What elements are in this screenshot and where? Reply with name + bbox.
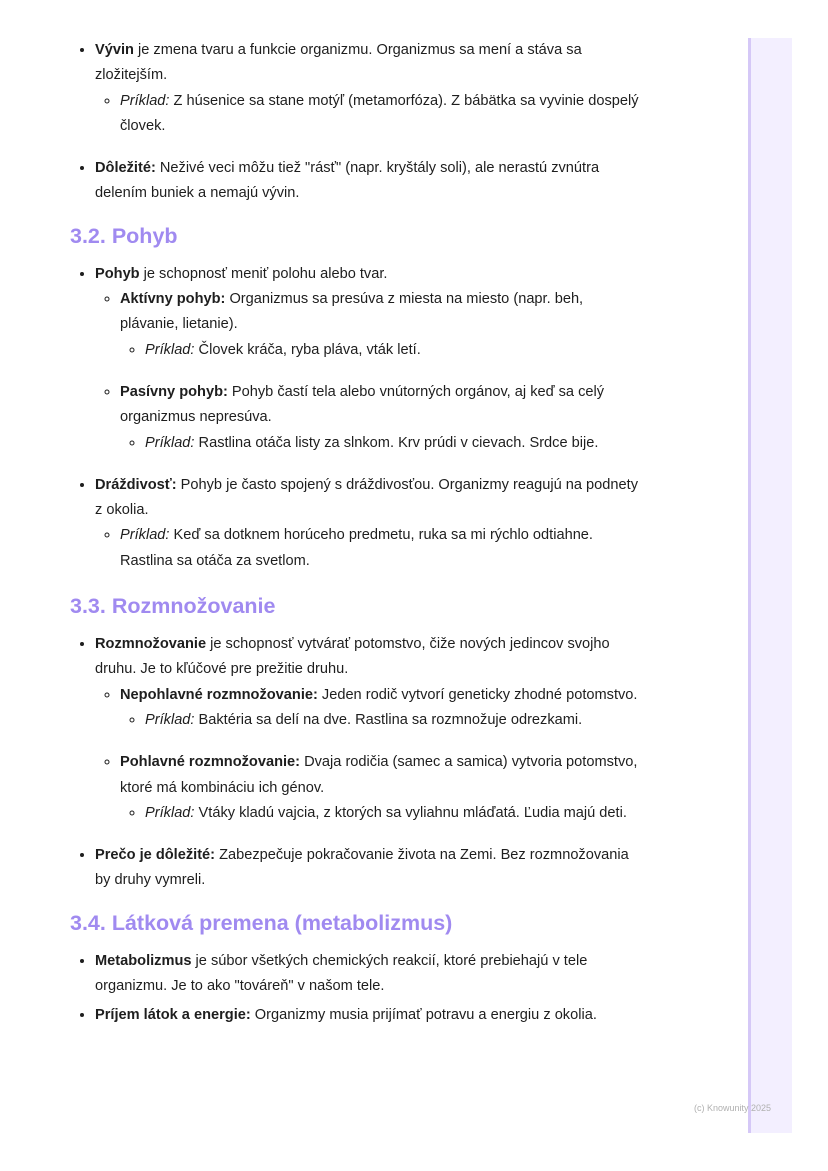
bullet-list bbox=[95, 89, 640, 140]
bullet-list bbox=[120, 708, 640, 733]
item-text: Vtáky kladú vajcia, z ktorých sa vyliahnu mláďatá. Ľudia majú deti. bbox=[194, 804, 627, 821]
list-item bbox=[120, 380, 640, 456]
bullet-list bbox=[70, 262, 640, 574]
term: Pohyb bbox=[95, 265, 140, 282]
list-item bbox=[120, 287, 640, 363]
bullet-list bbox=[95, 523, 640, 574]
term: Metabolizmus bbox=[95, 952, 192, 969]
item-text: Z húsenice sa stane motýľ (metamorfóza). Z bábätka sa vyvinie dospelý človek. bbox=[120, 92, 639, 134]
bullet-list bbox=[95, 287, 640, 456]
item-text: Baktéria sa delí na dve. Rastlina sa rozmnožuje odrezkami. bbox=[194, 711, 583, 728]
list-item bbox=[95, 949, 640, 1000]
document-content bbox=[70, 38, 640, 1033]
item-text: Neživé veci môžu tiež "rásť" (napr. kryštály soli), ale nerastú zvnútra delením buniek a nemajú vývin. bbox=[95, 160, 600, 202]
item-text: Organizmus sa presúva z miesta na miesto (napr. beh, plávanie, lietanie). bbox=[120, 291, 584, 333]
list-item bbox=[120, 750, 640, 826]
example-label: Príklad: bbox=[145, 341, 195, 358]
item-text: Keď sa dotknem horúceho predmetu, ruka sa mi rýchlo odtiahne. Rastlina sa otáča za svetlom. bbox=[120, 527, 593, 569]
bullet-list bbox=[70, 38, 640, 207]
term: Pasívny pohyb: bbox=[120, 383, 228, 400]
item-text: Pohyb je často spojený s dráždivosťou. Organizmy reagujú na podnety z okolia. bbox=[95, 476, 638, 519]
sidebar-panel bbox=[748, 38, 792, 1133]
list-item bbox=[145, 431, 640, 456]
item-text: je schopnosť vytvárať potomstvo, čiže nových jedincov svojho druhu. Je to kľúčové pre prežitie druhu. bbox=[95, 636, 610, 678]
list-item bbox=[95, 843, 640, 894]
term: Aktívny pohyb: bbox=[120, 291, 226, 308]
term: Rozmnožovanie bbox=[95, 636, 207, 653]
bullet-list bbox=[70, 949, 640, 1029]
item-text: Dvaja rodičia (samec a samica) vytvoria potomstvo, ktoré má kombináciu ich génov. bbox=[120, 754, 638, 796]
bullet-list bbox=[70, 632, 640, 894]
bullet-list bbox=[120, 338, 640, 363]
item-text: je súbor všetkých chemických reakcií, ktoré prebiehajú v tele organizmu. Je to ako "továreň" v našom tele. bbox=[95, 952, 588, 995]
list-item bbox=[95, 262, 640, 456]
section-heading: 3.3. Rozmnožovanie bbox=[70, 594, 276, 619]
item-text: Zabezpečuje pokračovanie života na Zemi. Bez rozmnožovania by druhy vymreli. bbox=[95, 847, 629, 889]
list-item bbox=[145, 338, 640, 363]
section-heading: 3.2. Pohyb bbox=[70, 223, 178, 248]
list-item bbox=[120, 89, 640, 140]
list-item bbox=[145, 708, 640, 733]
item-text: Pohyb častí tela alebo vnútorných orgánov, aj keď sa celý organizmus nepresúva. bbox=[120, 383, 605, 426]
list-item bbox=[120, 683, 640, 734]
item-text: je zmena tvaru a funkcie organizmu. Organizmus sa mení a stáva sa zložitejším. bbox=[95, 42, 582, 84]
bullet-list bbox=[120, 431, 640, 456]
list-item bbox=[95, 156, 640, 207]
example-label: Príklad: bbox=[120, 527, 170, 544]
list-item bbox=[95, 473, 640, 574]
list-item bbox=[95, 632, 640, 826]
term: Pohlavné rozmnožovanie: bbox=[120, 754, 301, 771]
term: Prečo je dôležité: bbox=[95, 847, 216, 864]
section-heading: 3.4. Látková premena (metabolizmus) bbox=[70, 910, 453, 935]
term: Dôležité: bbox=[95, 160, 156, 177]
example-label: Príklad: bbox=[145, 434, 195, 451]
bullet-list bbox=[120, 801, 640, 826]
item-text: Človek kráča, ryba pláva, vták letí. bbox=[194, 341, 421, 358]
bullet-list bbox=[95, 683, 640, 826]
list-item bbox=[95, 1003, 640, 1028]
list-item bbox=[95, 38, 640, 139]
item-text: Rastlina otáča listy za slnkom. Krv prúdi v cievach. Srdce bije. bbox=[194, 434, 599, 451]
term: Dráždivosť: bbox=[95, 476, 177, 493]
item-text: Organizmy musia prijímať potravu a energiu z okolia. bbox=[250, 1007, 597, 1024]
example-label: Príklad: bbox=[145, 711, 195, 728]
term: Nepohlavné rozmnožovanie: bbox=[120, 686, 318, 703]
example-label: Príklad: bbox=[120, 92, 170, 109]
list-item bbox=[145, 801, 640, 826]
term: Vývin bbox=[95, 42, 134, 58]
list-item bbox=[120, 523, 640, 574]
item-text: je schopnosť meniť polohu alebo tvar. bbox=[139, 265, 388, 282]
footer-copyright: (c) Knowunity 2025 bbox=[694, 1103, 772, 1113]
item-text: Jeden rodič vytvorí geneticky zhodné potomstvo. bbox=[317, 686, 638, 703]
example-label: Príklad: bbox=[145, 804, 195, 821]
term: Príjem látok a energie: bbox=[95, 1007, 251, 1024]
